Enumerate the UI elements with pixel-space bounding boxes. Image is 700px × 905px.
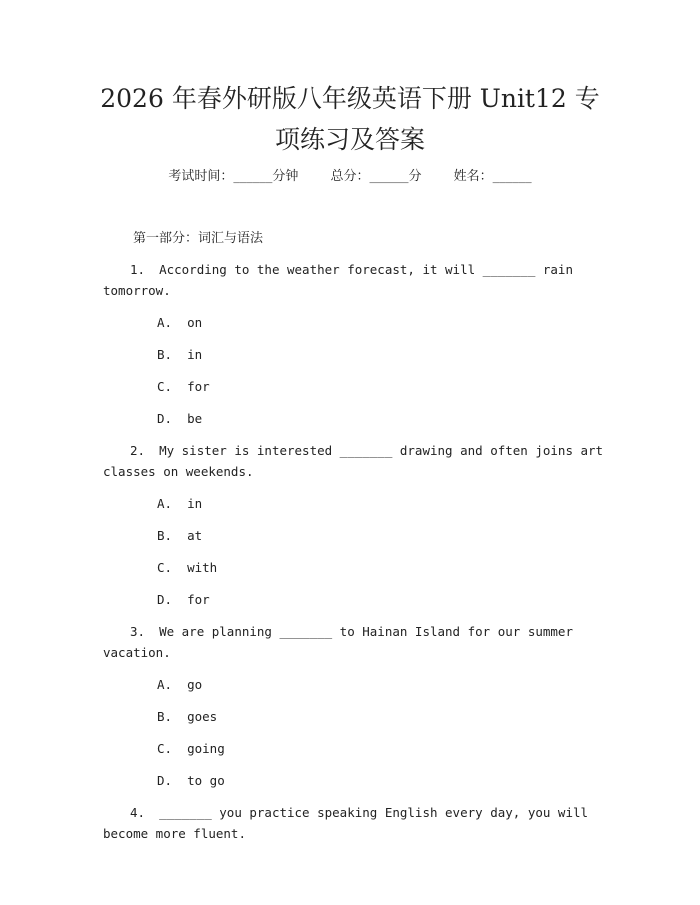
option-b: B. in (157, 347, 203, 362)
option-c: C. with (157, 560, 218, 575)
title-line-1: 2026 年春外研版八年级英语下册 Unit12 专 (100, 84, 600, 113)
question-text: According to the weather forecast, it will _______ rain tomorrow. (103, 262, 581, 298)
question-3 (103, 621, 608, 791)
option-b: B. goes (157, 709, 218, 724)
question-number: 3. (130, 624, 146, 639)
option-a: A. in (157, 496, 203, 511)
option-d: D. be (157, 411, 203, 426)
option-c: C. for (157, 379, 210, 394)
question-number: 1. (130, 262, 146, 277)
option-a: A. on (157, 315, 203, 330)
option-d: D. to go (157, 773, 225, 788)
question-stem (103, 621, 608, 663)
exam-info (0, 168, 700, 186)
question-2 (103, 440, 611, 610)
question-stem (103, 259, 608, 301)
question-list (103, 259, 611, 855)
option-d: D. for (157, 592, 210, 607)
document-title (60, 78, 640, 160)
question-4 (103, 802, 608, 844)
option-a: A. go (157, 677, 203, 692)
question-1 (103, 259, 608, 429)
exam-time: 考试时间：______分钟 (168, 169, 299, 184)
title-line-2: 项练习及答案 (274, 125, 425, 154)
question-text: My sister is interested _______ drawing and often joins art classes on weekends. (103, 443, 611, 479)
exam-total-score: 总分：______分 (330, 169, 422, 184)
question-text: _______ you practice speaking English every day, you will become more fluent. (103, 805, 596, 841)
question-number: 2. (130, 443, 146, 458)
option-b: B. at (157, 528, 203, 543)
section-title: 第一部分：词汇与语法 (133, 231, 264, 246)
question-stem (103, 802, 608, 844)
question-stem (103, 440, 611, 482)
question-number: 4. (130, 805, 146, 820)
exam-name: 姓名：______ (453, 169, 532, 184)
option-c: C. going (157, 741, 225, 756)
question-text: We are planning _______ to Hainan Island for our summer vacation. (103, 624, 581, 660)
